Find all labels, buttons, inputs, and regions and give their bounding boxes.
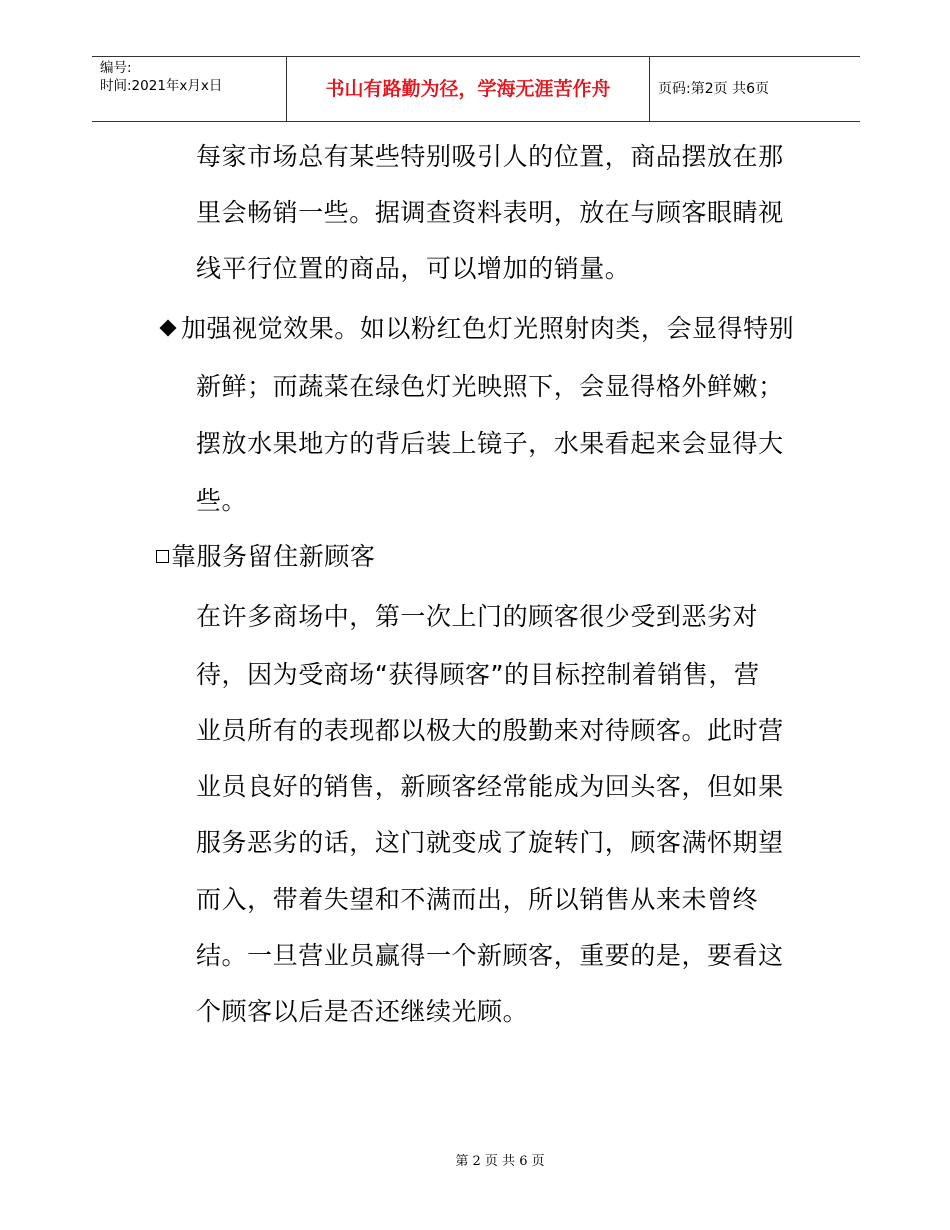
header-divider: [649, 57, 650, 122]
section-heading-text: 靠服务留住新顾客: [171, 542, 376, 571]
page-footer: 第 2 页 共 6 页: [455, 1154, 545, 1169]
paragraph-line: 而入，带着失望和不满而出，所以销售从来未曾终: [196, 885, 759, 914]
header-motto: 书山有路勤为径，学海无涯苦作舟: [325, 78, 611, 100]
paragraph-line: 里会畅销一些。据调查资料表明，放在与顾客眼睛视: [196, 198, 784, 227]
paragraph-line: 每家市场总有某些特别吸引人的位置，商品摆放在那: [196, 142, 784, 171]
bullet-text: 加强视觉效果。如以粉红色灯光照射肉类，会显得特别: [181, 314, 795, 343]
paragraph-line: 线平行位置的商品，可以增加的销量。: [196, 254, 631, 283]
header-page-info: 页码:第2页 共6页: [658, 81, 769, 97]
paragraph-line: 待，因为受商场“获得顾客”的目标控制着销售，营: [196, 660, 760, 689]
page-header: [92, 56, 860, 122]
paragraph-line: 新鲜；而蔬菜在绿色灯光映照下，会显得格外鲜嫩；: [196, 372, 784, 401]
number-label: 编号:: [100, 60, 132, 76]
header-meta: [100, 59, 222, 95]
paragraph-line: 业员良好的销售，新顾客经常能成为回头客，但如果: [196, 772, 784, 801]
diamond-bullet-icon: [160, 320, 177, 337]
time-label: 时间:2021年x月x日: [100, 78, 223, 94]
paragraph-line: 在许多商场中，第一次上门的顾客很少受到恶劣对: [196, 602, 759, 631]
paragraph-line: 摆放水果地方的背后装上镜子，水果看起来会显得大: [196, 429, 784, 458]
paragraph-line: 结。一旦营业员赢得一个新顾客，重要的是，要看这: [196, 941, 784, 970]
section-heading: [156, 542, 375, 572]
bullet-item: [158, 314, 794, 344]
checkbox-square-icon: [156, 550, 169, 563]
paragraph-line: 服务恶劣的话，这门就变成了旋转门，顾客满怀期望: [196, 828, 784, 857]
paragraph-line: 业员所有的表现都以极大的殷勤来对待顾客。此时营: [196, 716, 784, 745]
paragraph-line: 个顾客以后是否还继续光顾。: [196, 997, 529, 1026]
paragraph-line: 些。: [196, 486, 248, 515]
